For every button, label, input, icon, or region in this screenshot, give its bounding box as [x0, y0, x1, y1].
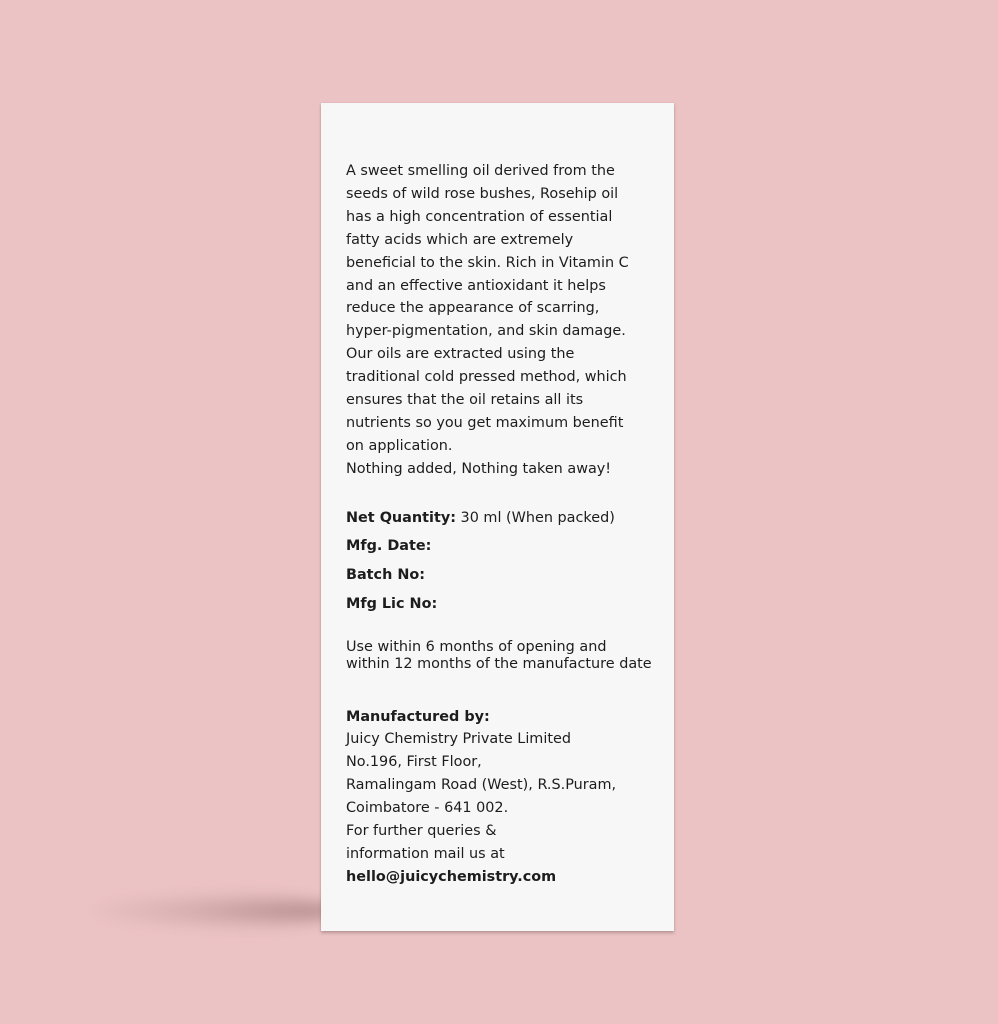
manufacturer-line: information mail us at	[346, 845, 505, 862]
net-quantity-label: Net Quantity:	[346, 509, 456, 526]
contact-email: hello@juicychemistry.com	[346, 868, 557, 885]
description-line: seeds of wild rose bushes, Rosehip oil	[346, 185, 619, 202]
manufacturer-line: Coimbatore - 641 002.	[346, 800, 509, 817]
manufacturer-info	[346, 706, 666, 889]
description-line: and an effective antioxidant it helps	[346, 277, 606, 294]
usage-line: Use within 6 months of opening and	[346, 638, 607, 655]
description-line: hyper-pigmentation, and skin damage.	[346, 323, 626, 340]
manufacturer-label	[346, 706, 666, 729]
description-line: Nothing added, Nothing taken away!	[346, 460, 612, 477]
manufacturer-label-text: Manufactured by:	[346, 708, 490, 725]
batch-no-label-text: Batch No:	[346, 567, 426, 584]
description-line: reduce the appearance of scarring,	[346, 300, 600, 317]
description-line: nutrients so you get maximum benefit	[346, 414, 624, 431]
description-line: ensures that the oil retains all its	[346, 392, 584, 409]
mfg-date-label	[346, 532, 666, 561]
box-shadow	[90, 890, 340, 932]
usage-instructions	[346, 639, 666, 674]
label-content	[346, 160, 666, 889]
mfg-lic-label	[346, 590, 666, 619]
mfg-date-label-text: Mfg. Date:	[346, 538, 432, 555]
description-line: fatty acids which are extremely	[346, 231, 574, 248]
mfg-lic-label-text: Mfg Lic No:	[346, 595, 438, 612]
manufacturer-line: Ramalingam Road (West), R.S.Puram,	[346, 777, 617, 794]
manufacturer-line: No.196, First Floor,	[346, 754, 482, 771]
description-line: beneficial to the skin. Rich in Vitamin C	[346, 254, 629, 271]
product-specs	[346, 504, 666, 619]
description-line: traditional cold pressed method, which	[346, 369, 627, 386]
product-description	[346, 160, 666, 481]
description-line: Our oils are extracted using the	[346, 346, 575, 363]
net-quantity	[346, 504, 666, 533]
batch-no-label	[346, 561, 666, 590]
manufacturer-line: Juicy Chemistry Private Limited	[346, 731, 571, 748]
net-quantity-value: 30 ml (When packed)	[460, 509, 615, 526]
description-line: A sweet smelling oil derived from the	[346, 163, 615, 179]
description-line: on application.	[346, 437, 453, 454]
description-line: has a high concentration of essential	[346, 208, 613, 225]
manufacturer-line: For further queries &	[346, 823, 497, 840]
usage-line: within 12 months of the manufacture date	[346, 656, 652, 672]
